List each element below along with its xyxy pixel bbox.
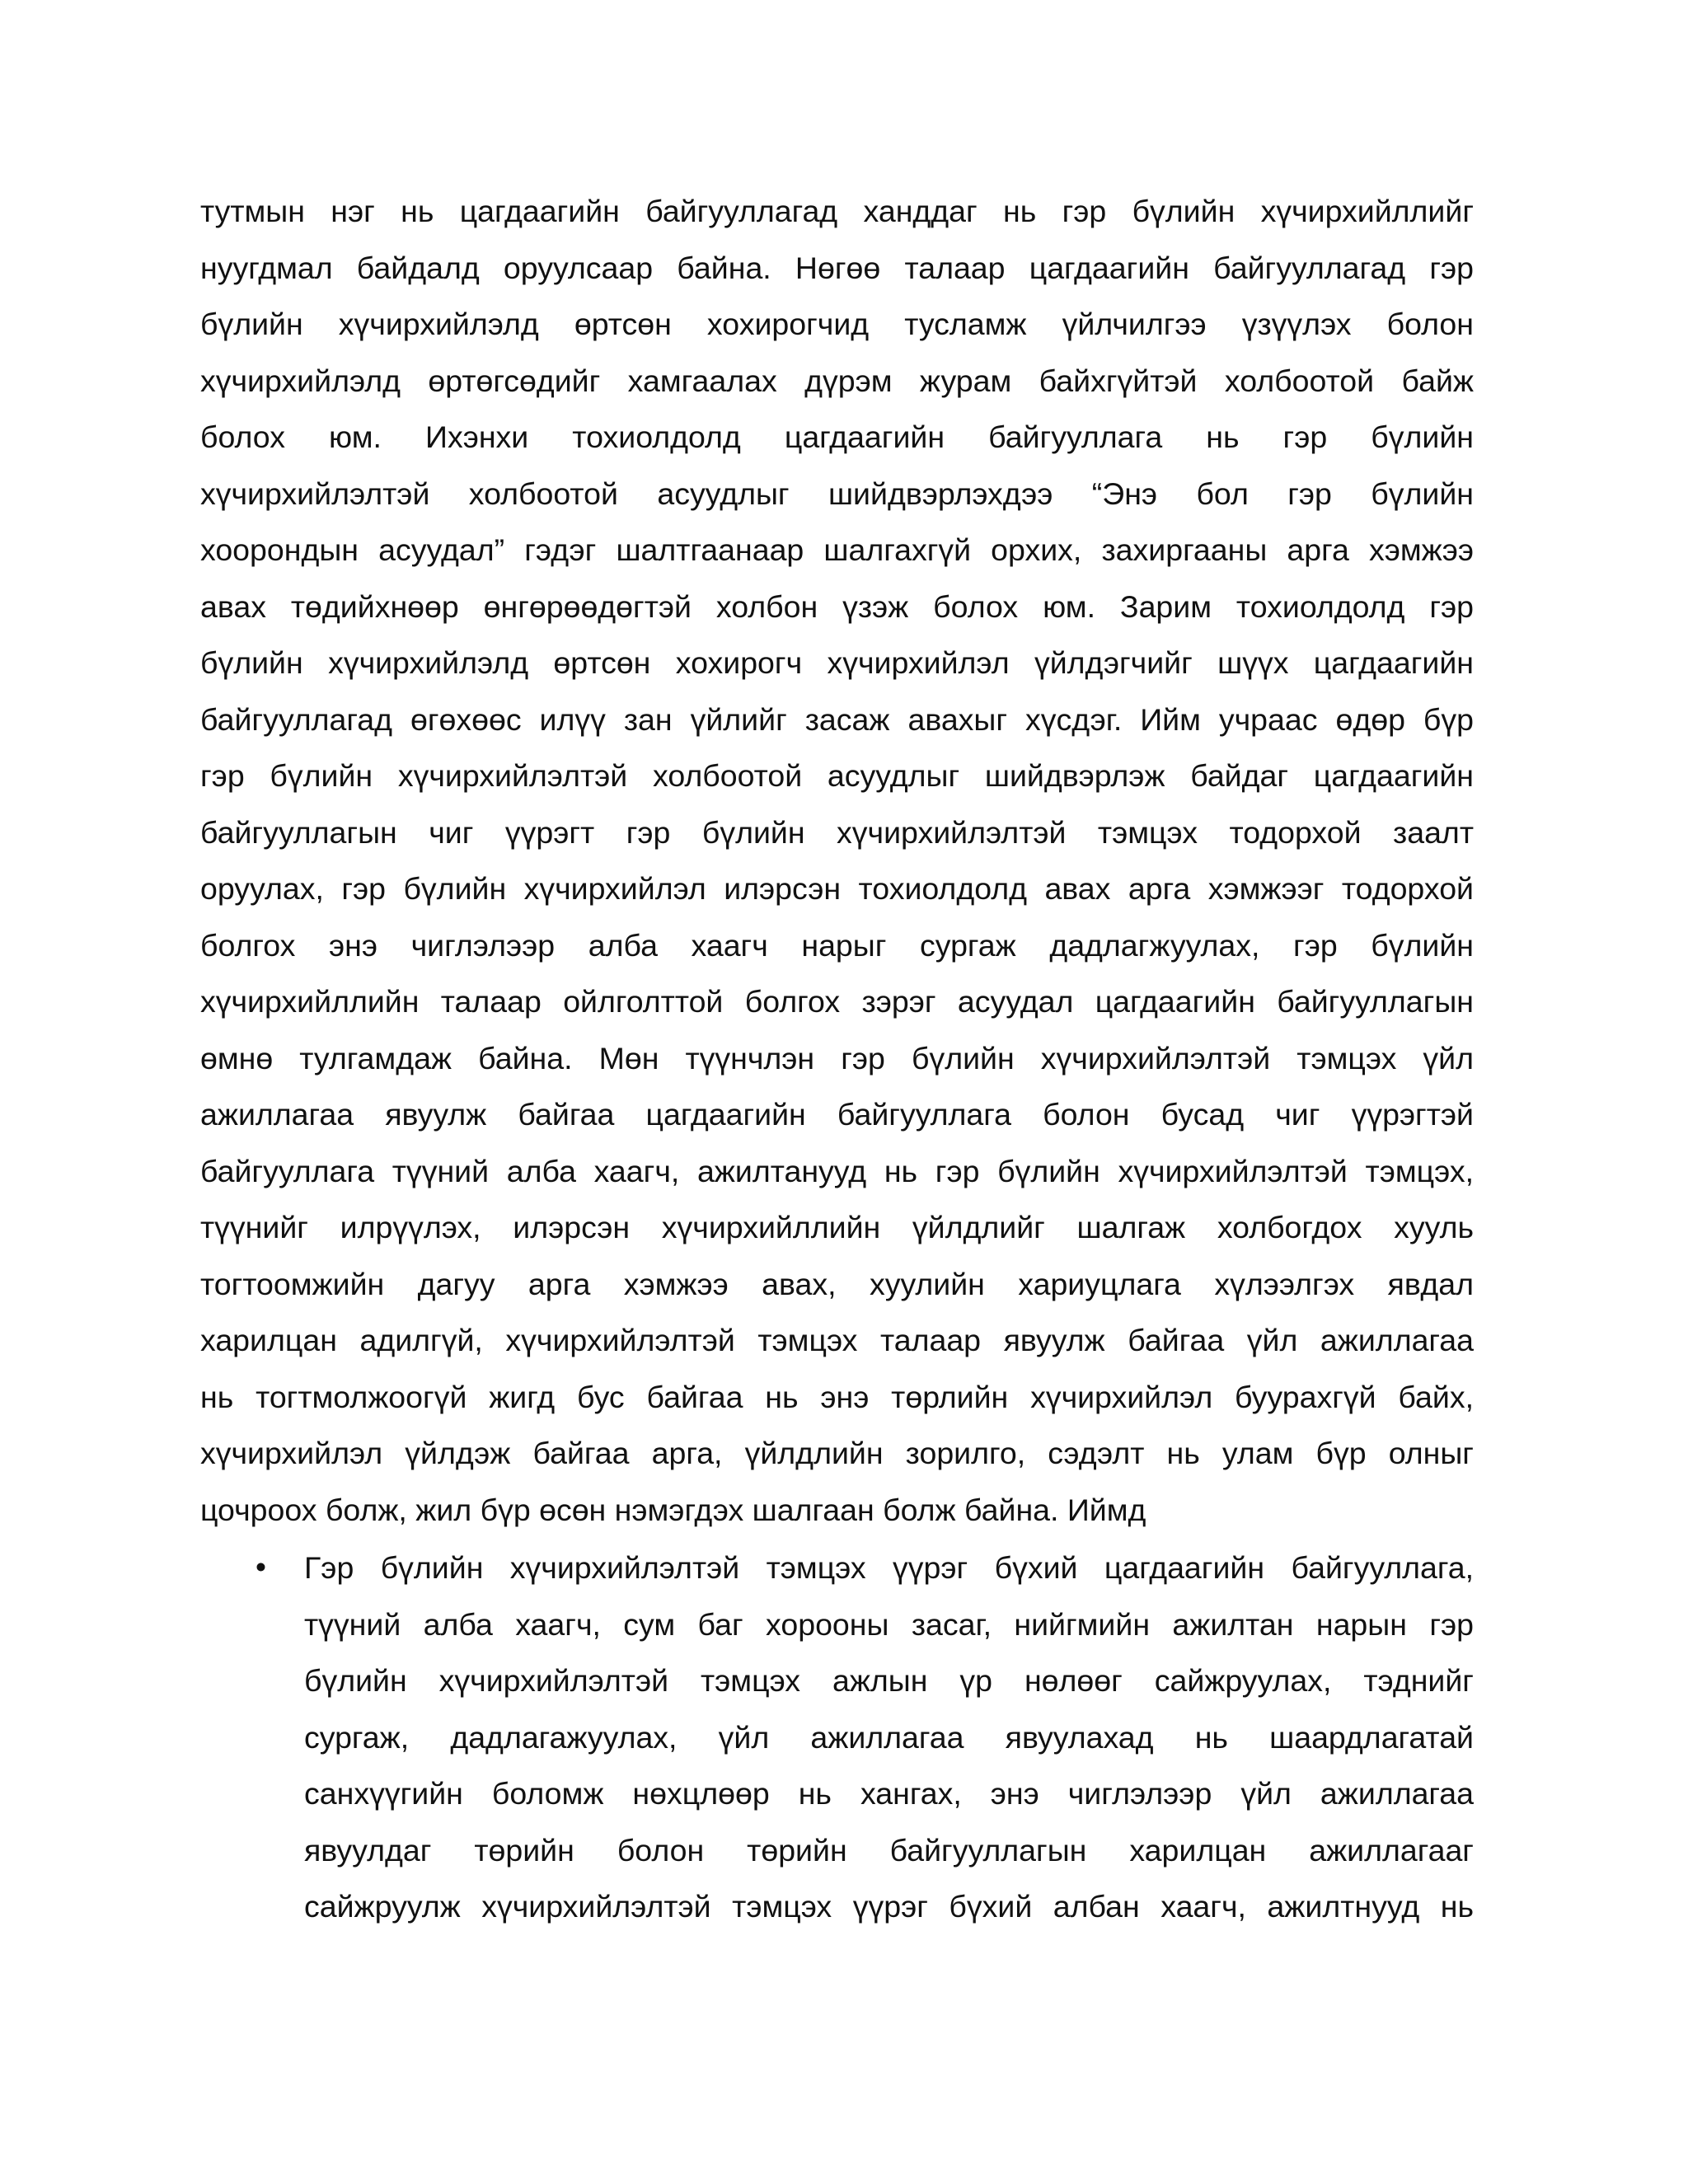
document-page <box>200 183 1474 1935</box>
paragraph-line: оруулах, гэр бүлийн хүчирхийлэл илэрсэн тохиолдолд авах арга хэмжээг тодорхой <box>200 871 1474 906</box>
paragraph-line: ажиллагаа явуулж байгаа цагдаагийн байгууллага болон бусад чиг үүрэгтэй <box>200 1097 1474 1132</box>
bullet-line: бүлийн хүчирхийлэлтэй тэмцэх ажлын үр нөлөөг сайжруулах, тэднийг <box>304 1663 1474 1698</box>
bullet-line: явуулдаг төрийн болон төрийн байгууллагын харилцан ажиллагааг <box>304 1832 1474 1868</box>
paragraph-line: өмнө тулгамдаж байна. Мөн түүнчлэн гэр бүлийн хүчирхийлэлтэй тэмцэх үйл <box>200 1040 1474 1076</box>
paragraph-line: тогтоомжийн дагуу арга хэмжээ авах, хуулийн хариуцлага хүлээлгэх явдал <box>200 1266 1474 1301</box>
paragraph-line: болох юм. Ихэнхи тохиолдолд цагдаагийн байгууллага нь гэр бүлийн <box>200 419 1474 454</box>
paragraph-line: хоорондын асуудал” гэдэг шалтгаанаар шалгахгүй орхих, захиргааны арга хэмжээ <box>200 532 1474 567</box>
paragraph-line: харилцан адилгүй, хүчирхийлэлтэй тэмцэх талаар явуулж байгаа үйл ажиллагаа <box>200 1323 1474 1357</box>
paragraph-line-last: цочроох болж, жил бүр өсөн нэмэгдэх шалгаан болж байна. Иймд <box>200 1492 1146 1527</box>
paragraph-line: гэр бүлийн хүчирхийлэлтэй холбоотой асуудлыг шийдвэрлэж байдаг цагдаагийн <box>200 758 1474 793</box>
bullet-line: түүний алба хаагч, сум баг хорооны засаг, нийгмийн ажилтан нарын гэр <box>304 1606 1474 1642</box>
paragraph-line: байгууллагын чиг үүрэгт гэр бүлийн хүчирхийлэлтэй тэмцэх тодорхой заалт <box>200 814 1474 850</box>
bullet-line: санхүүгийн боломж нөхцлөөр нь хангах, энэ чиглэлээр үйл ажиллагаа <box>304 1776 1474 1811</box>
paragraph-line: нуугдмал байдалд оруулсаар байна. Нөгөө талаар цагдаагийн байгууллагад гэр <box>200 250 1474 285</box>
paragraph-line: хүчирхийлэлд өртөгсөдийг хамгаалах дүрэм журам байхгүйтэй холбоотой байж <box>200 363 1474 398</box>
paragraph-line: болгох энэ чиглэлээр алба хаагч нарыг сургаж дадлагжуулах, гэр бүлийн <box>200 927 1474 963</box>
bullet-list-item <box>200 1540 1474 1935</box>
paragraph-line: тутмын нэг нь цагдаагийн байгууллагад ханддаг нь гэр бүлийн хүчирхийллийг <box>200 194 1474 228</box>
bullet-line: сайжруулж хүчирхийлэлтэй тэмцэх үүрэг бүхий албан хаагч, ажилтнууд нь <box>304 1889 1474 1924</box>
paragraph-line: байгууллага түүний алба хаагч, ажилтанууд нь гэр бүлийн хүчирхийлэлтэй тэмцэх, <box>200 1153 1474 1188</box>
paragraph-line: авах төдийхнөөр өнгөрөөдөгтэй холбон үзэж болох юм. Зарим тохиолдолд гэр <box>200 588 1474 624</box>
paragraph-line: түүнийг илрүүлэх, илэрсэн хүчирхийллийн үйлдлийг шалгаж холбогдох хууль <box>200 1210 1474 1244</box>
paragraph-line: хүчирхийллийн талаар ойлголттой болгох зэрэг асуудал цагдаагийн байгууллагын <box>200 984 1474 1019</box>
paragraph-line: байгууллагад өгөхөөс илүү зан үйлийг засаж авахыг хүсдэг. Ийм учраас өдөр бүр <box>200 701 1474 737</box>
body-paragraph <box>200 183 1474 1538</box>
paragraph-line: бүлийн хүчирхийлэлд өртсөн хохирогчид тусламж үйлчилгээ үзүүлэх болон <box>200 307 1474 341</box>
bullet-line: сургаж, дадлагажуулах, үйл ажиллагаа явуулахад нь шаардлагатай <box>304 1719 1474 1755</box>
paragraph-line: хүчирхийлэлтэй холбоотой асуудлыг шийдвэрлэхдээ “Энэ бол гэр бүлийн <box>200 476 1474 511</box>
bullet-line: Гэр бүлийн хүчирхийлэлтэй тэмцэх үүрэг бүхий цагдаагийн байгууллага, <box>304 1550 1474 1585</box>
bullet-icon: • <box>256 1550 266 1584</box>
bullet-text <box>304 1540 1474 1935</box>
paragraph-line: бүлийн хүчирхийлэлд өртсөн хохирогч хүчирхийлэл үйлдэгчийг шүүх цагдаагийн <box>200 645 1474 680</box>
paragraph-line: хүчирхийлэл үйлдэж байгаа арга, үйлдлийн зорилго, сэдэлт нь улам бүр олныг <box>200 1436 1474 1470</box>
paragraph-line: нь тогтмолжоогүй жигд бус байгаа нь энэ төрлийн хүчирхийлэл буурахгүй байх, <box>200 1379 1474 1414</box>
